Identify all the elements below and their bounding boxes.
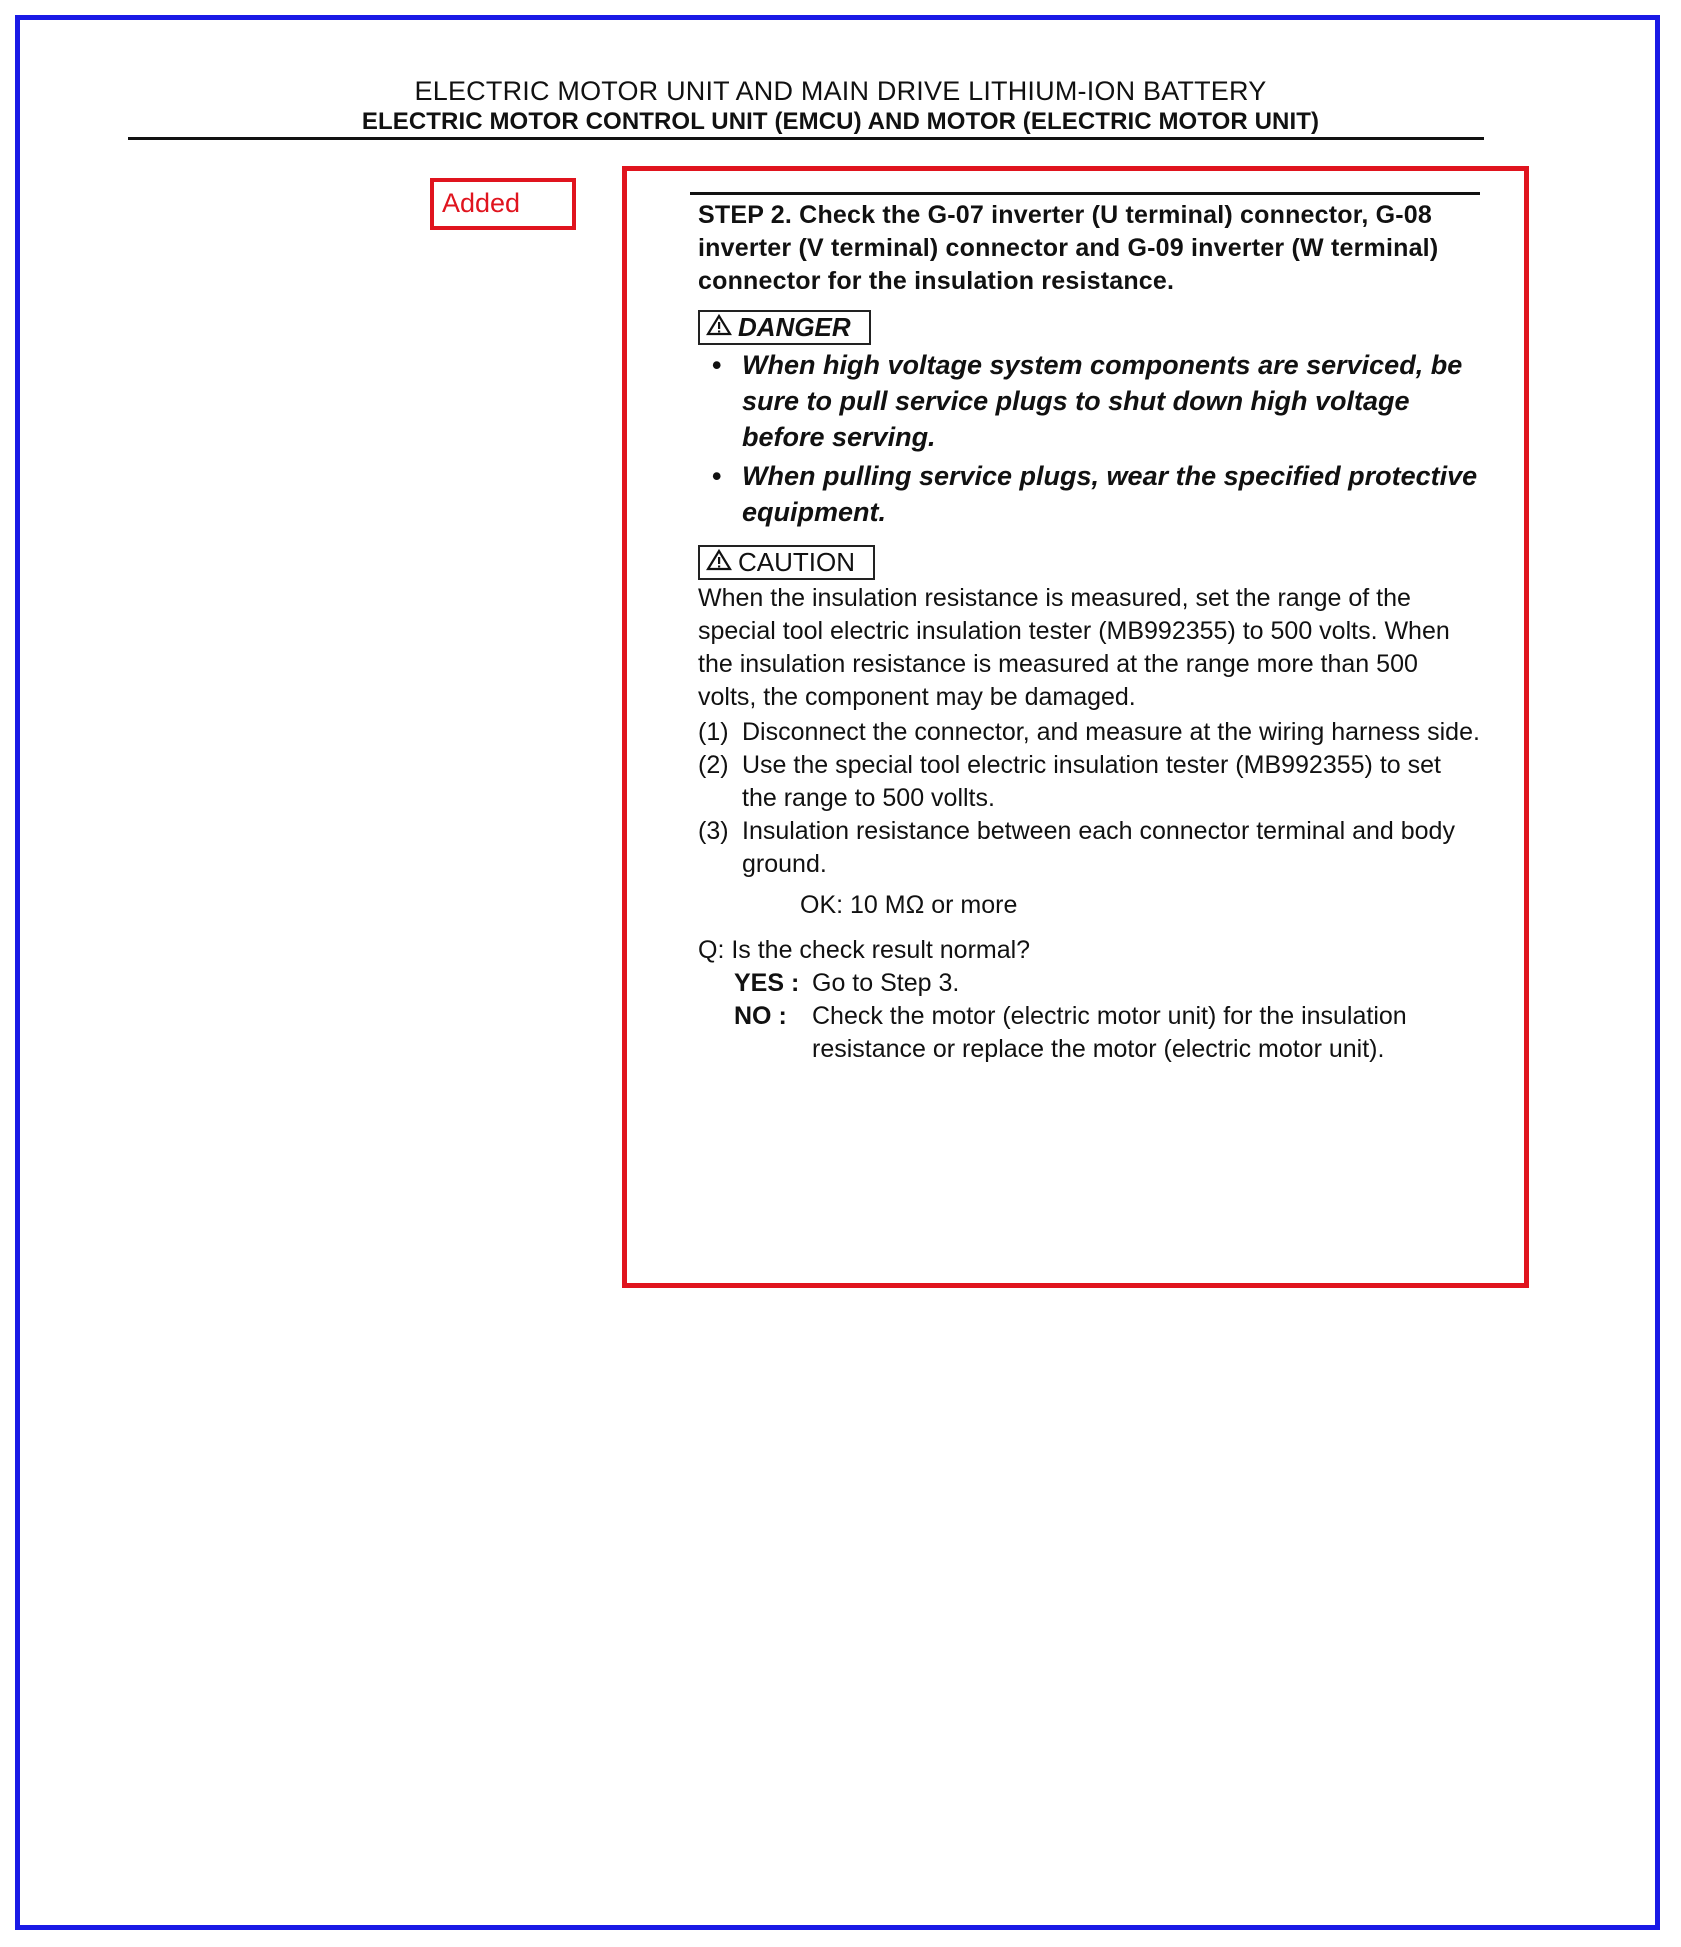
procedure-step: (2) Use the special tool electric insulation tester (MB992355) to set the range to 500 vollts.	[698, 751, 1441, 812]
section-subtitle: ELECTRIC MOTOR CONTROL UNIT (EMCU) AND MOTOR (ELECTRIC MOTOR UNIT)	[361, 108, 1320, 135]
caution-tag	[698, 545, 875, 580]
warning-triangle-icon	[706, 547, 738, 578]
procedure-step: (1) Disconnect the connector, and measure at the wiring harness side.	[698, 718, 1480, 746]
check-question: Q: Is the check result normal?	[698, 936, 1031, 964]
danger-label: DANGER	[738, 312, 851, 342]
warning-triangle-icon	[706, 312, 738, 343]
added-label: Added	[430, 178, 576, 230]
step-divider	[690, 192, 1480, 195]
danger-tag	[698, 310, 871, 345]
procedure-step: (3) Insulation resistance between each connector terminal and body ground.	[698, 817, 1455, 878]
procedure-list	[698, 716, 1480, 881]
caution-label: CAUTION	[738, 547, 855, 577]
caution-text: When the insulation resistance is measured, set the range of the special tool electric insulation tester (MB992355) to 500 volts. When the insulation resistance is measured at the range more than 500 volts, the component may be damaged.	[698, 584, 1450, 711]
step-content	[698, 192, 1480, 1066]
answer-no: NO : Check the motor (electric motor unit) for the insulation resistance or replace the motor (electric motor unit).	[734, 1002, 1407, 1063]
ok-criteria: OK: 10 MΩ or more	[800, 891, 1018, 919]
danger-list	[698, 347, 1480, 530]
step-heading: STEP 2. Check the G-07 inverter (U terminal) connector, G-08 inverter (V terminal) connector and G-09 inverter (W terminal) connector for the insulation resistance.	[698, 201, 1439, 295]
answer-yes: YES : Go to Step 3.	[734, 969, 960, 997]
header-divider	[128, 137, 1484, 140]
danger-item: • When pulling service plugs, wear the specified protective equipment.	[712, 461, 1478, 527]
danger-item: • When high voltage system components are serviced, be sure to pull service plugs to shut down high voltage before serving.	[712, 350, 1463, 452]
section-title: ELECTRIC MOTOR UNIT AND MAIN DRIVE LITHIUM-ION BATTERY	[414, 76, 1267, 106]
